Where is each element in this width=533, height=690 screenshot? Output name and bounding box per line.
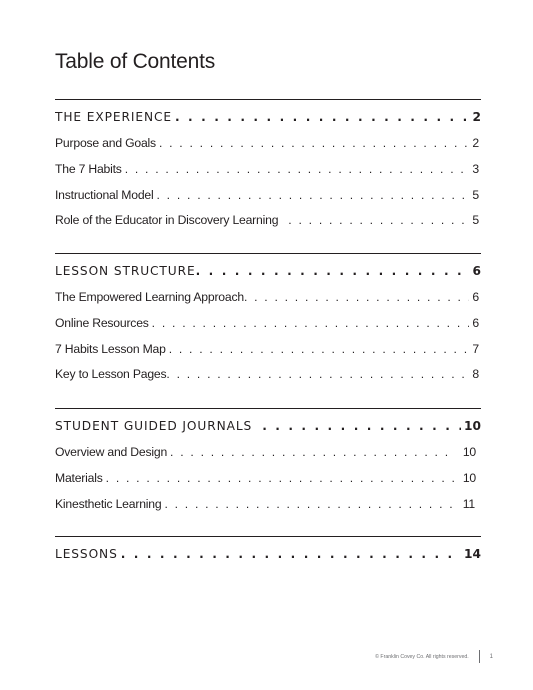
- toc-heading-label: STUDENT GUIDED JOURNALS: [55, 419, 253, 433]
- dot-leader: [288, 208, 469, 234]
- toc-heading-page: 14: [464, 547, 481, 561]
- toc-item-row[interactable]: [55, 362, 481, 388]
- toc-item-label: Instructional Model: [55, 187, 154, 202]
- toc-item-page: 8: [472, 367, 479, 382]
- toc-item-page: 10: [462, 445, 476, 459]
- toc-item-row[interactable]: [55, 466, 481, 492]
- page-number: 1: [489, 653, 493, 660]
- toc-item-label: The Empowered Learning Approach: [55, 290, 244, 304]
- toc-item-label: The 7 Habits: [55, 161, 122, 176]
- dot-leader: [159, 131, 469, 157]
- toc-item-page: 10: [462, 470, 476, 485]
- toc-item-page: 11: [462, 496, 475, 511]
- dot-leader: [262, 413, 461, 440]
- dot-leader: [164, 492, 454, 518]
- section-divider: [55, 408, 481, 409]
- dot-leader: [152, 311, 470, 337]
- footer-divider: [479, 650, 480, 663]
- toc-section-lessons: [55, 536, 481, 568]
- section-divider: [55, 253, 481, 254]
- toc-heading-row[interactable]: [55, 541, 481, 568]
- toc-item-row[interactable]: [55, 285, 481, 311]
- toc-item-row[interactable]: [55, 157, 481, 183]
- section-divider: [55, 536, 481, 537]
- dot-leader: [125, 157, 470, 183]
- toc-item-row[interactable]: [55, 311, 481, 337]
- dot-leader: [121, 541, 461, 568]
- toc-heading-row[interactable]: [55, 258, 481, 285]
- toc-item-label: 7 Habits Lesson Map: [55, 341, 166, 356]
- toc-section-student-guided-journals: [55, 408, 481, 517]
- toc-heading-label: THE EXPERIENCE: [55, 110, 172, 124]
- section-divider: [55, 99, 481, 100]
- toc-item-page: 2: [472, 136, 479, 150]
- dot-leader: [106, 466, 455, 492]
- toc-item-row[interactable]: [55, 337, 481, 363]
- dot-leader: [157, 183, 470, 209]
- toc-item-label: Kinesthetic Learning: [55, 496, 162, 511]
- toc-item-page: 5: [472, 213, 479, 228]
- toc-item-row[interactable]: [55, 131, 481, 157]
- toc-item-page: 6: [472, 290, 479, 304]
- copyright-notice: © Franklin Covey Co. All rights reserved.: [375, 653, 469, 660]
- toc-heading-label: LESSON STRUCTURE: [55, 264, 196, 278]
- toc-section-lesson-structure: [55, 253, 481, 388]
- toc-heading-row[interactable]: [55, 413, 481, 440]
- toc-heading-page: 2: [472, 110, 481, 124]
- toc-item-row[interactable]: [55, 440, 481, 466]
- dot-leader: [175, 104, 470, 131]
- toc-item-row[interactable]: [55, 208, 481, 234]
- toc-item-page: 3: [472, 161, 479, 176]
- toc-item-page: 5: [472, 187, 479, 202]
- toc-item-label: Overview and Design: [55, 445, 168, 459]
- toc-heading-row[interactable]: [55, 104, 481, 131]
- toc-item-page: 6: [472, 315, 479, 330]
- page-footer: [375, 650, 493, 663]
- toc-item-page: 7: [472, 341, 479, 356]
- toc-item-label: Online Resources: [55, 315, 149, 330]
- toc-item-label: Purpose and Goals: [55, 136, 156, 150]
- toc-item-label: Role of the Educator in Discovery Learning: [55, 213, 279, 228]
- toc-heading-label: LESSONS: [55, 547, 118, 561]
- toc-item-row[interactable]: [55, 183, 481, 209]
- dot-leader: [166, 362, 469, 388]
- dot-leader: [169, 337, 470, 363]
- toc-item-label: Materials: [55, 470, 103, 485]
- dot-leader: [196, 258, 470, 285]
- dot-leader: [170, 440, 455, 466]
- toc-item-row[interactable]: [55, 492, 481, 518]
- toc-item-label: Key to Lesson Pages: [55, 367, 167, 382]
- toc-heading-page: 10: [464, 419, 481, 433]
- toc-section-the-experience: [55, 99, 481, 234]
- dot-leader: [244, 285, 469, 311]
- toc-heading-page: 6: [472, 264, 481, 278]
- page-title: Table of Contents: [55, 50, 216, 73]
